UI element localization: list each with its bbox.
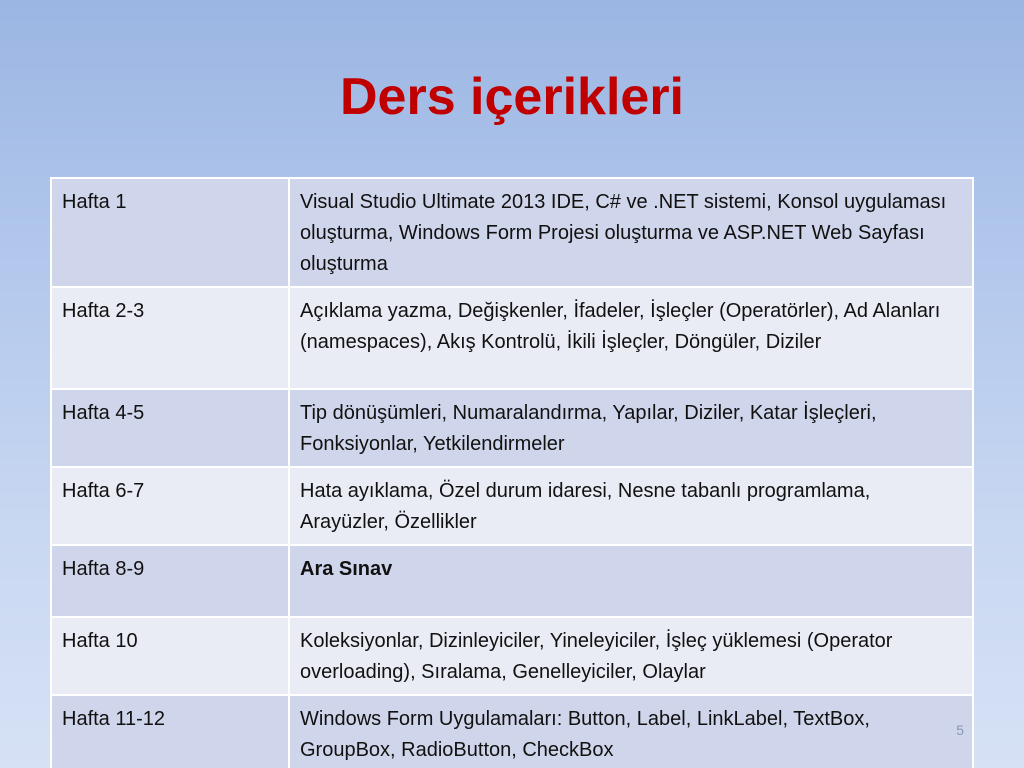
topics-cell: Visual Studio Ultimate 2013 IDE, C# ve .NET sistemi, Konsol uygulaması oluşturma, Windows Form Projesi oluşturma ve ASP.NET Web Sayfası oluşturma (289, 178, 973, 287)
table-row (51, 467, 973, 545)
topics-cell: Koleksiyonlar, Dizinleyiciler, Yineleyiciler, İşleç yüklemesi (Operator overloading), Sıralama, Genelleyiciler, Olaylar (289, 617, 973, 695)
topics-cell: Windows Form Uygulamaları: Button, Label, LinkLabel, TextBox, GroupBox, RadioButton, CheckBox (289, 695, 973, 768)
table-row (51, 545, 973, 617)
table-row (51, 695, 973, 768)
week-cell: Hafta 4-5 (51, 389, 289, 467)
week-cell: Hafta 8-9 (51, 545, 289, 617)
page-number: 5 (956, 722, 964, 738)
week-cell: Hafta 11-12 (51, 695, 289, 768)
topics-cell: Tip dönüşümleri, Numaralandırma, Yapılar, Diziler, Katar İşleçleri, Fonksiyonlar, Yetkilendirmeler (289, 389, 973, 467)
topics-cell: Açıklama yazma, Değişkenler, İfadeler, İşleçler (Operatörler), Ad Alanları (namespaces), Akış Kontrolü, İkili İşleçler, Döngüler, Diziler (289, 287, 973, 389)
week-cell: Hafta 1 (51, 178, 289, 287)
week-cell: Hafta 6-7 (51, 467, 289, 545)
table-row (51, 287, 973, 389)
week-cell: Hafta 10 (51, 617, 289, 695)
week-cell: Hafta 2-3 (51, 287, 289, 389)
course-schedule-table (50, 177, 974, 768)
slide-title: Ders içerikleri (339, 68, 685, 126)
table-row (51, 178, 973, 287)
table-row (51, 617, 973, 695)
table-row (51, 389, 973, 467)
topics-cell: Hata ayıklama, Özel durum idaresi, Nesne tabanlı programlama, Arayüzler, Özellikler (289, 467, 973, 545)
topics-cell: Ara Sınav (289, 545, 973, 617)
